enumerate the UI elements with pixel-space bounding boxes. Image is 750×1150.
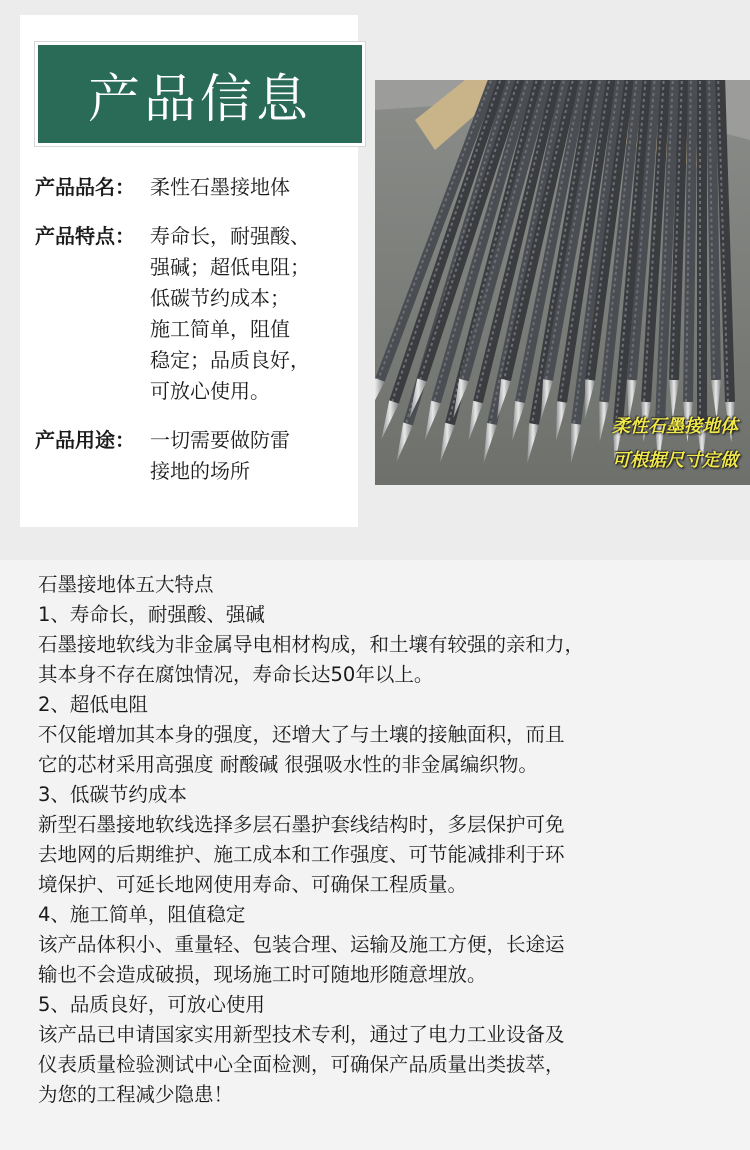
features-text-line: 该产品已申请国家实用新型技术专利，通过了电力工业设备及 [38,1023,565,1046]
product-usage-row [35,425,350,487]
features-text-line: 新型石墨接地软线选择多层石墨护套线结构时，多层保护可免 [38,813,565,836]
product-name-row [35,172,350,203]
product-name-value: 柔性石墨接地体 [150,175,290,199]
photo-caption-2: 可根据尺寸定做 [612,450,738,471]
features-text-line: 境保护、可延长地网使用寿命、可确保工程质量。 [38,873,468,896]
features-text-line: 输也不会造成破损，现场施工时可随地形随意埋放。 [38,963,487,986]
features-text-line: 为您的工程减少隐患！ [38,1083,234,1106]
features-text-line: 仪表质量检验测试中心全面检测，可确保产品质量出类拔萃， [38,1053,565,1076]
features-text-line: 4、施工简单，阻值稳定 [38,903,246,926]
page-title: 产品信息 [87,69,312,130]
features-text-line: 1、寿命长，耐强酸、强碱 [38,603,265,626]
features-text-line: 5、品质良好，可放心使用 [38,993,265,1016]
product-photo [375,80,750,485]
features-line: 稳定；品质良好， [150,348,310,372]
features-text-line: 去地网的后期维护、施工成本和工作强度、可节能减排利于环 [38,843,565,866]
features-section [38,570,728,1110]
product-features-label: 产品特点： [35,224,135,248]
features-text-line: 石墨接地软线为非金属导电相材构成，和土壤有较强的亲和力， [38,633,585,656]
product-features-row [35,221,350,407]
product-name-label: 产品品名： [35,175,135,199]
features-text-line: 2、超低电阻 [38,693,148,716]
title-banner [35,42,365,146]
features-text-line: 不仅能增加其本身的强度，还增大了与土壤的接触面积，而且 [38,723,565,746]
features-text-line: 该产品体积小、重量轻、包装合理、运输及施工方便，长途运 [38,933,565,956]
photo-caption-1: 柔性石墨接地体 [612,416,738,437]
features-line: 施工简单，阻值 [150,317,290,341]
features-text-line: 它的芯材采用高强度 耐酸碱 很强吸水性的非金属编织物。 [38,753,538,776]
features-heading: 石墨接地体五大特点 [38,573,214,596]
usage-line: 接地的场所 [150,459,250,483]
features-text-line: 3、低碳节约成本 [38,783,187,806]
usage-line: 一切需要做防雷 [150,428,290,452]
features-line: 寿命长，耐强酸、 [150,224,310,248]
features-line: 低碳节约成本； [150,286,290,310]
product-info [35,172,350,505]
rod [688,80,693,402]
product-usage-label: 产品用途： [35,428,135,452]
features-line: 强碱；超低电阻； [150,255,310,279]
features-text-line: 其本身不存在腐蚀情况，寿命长达50年以上。 [38,663,434,686]
features-line: 可放心使用。 [150,379,270,403]
